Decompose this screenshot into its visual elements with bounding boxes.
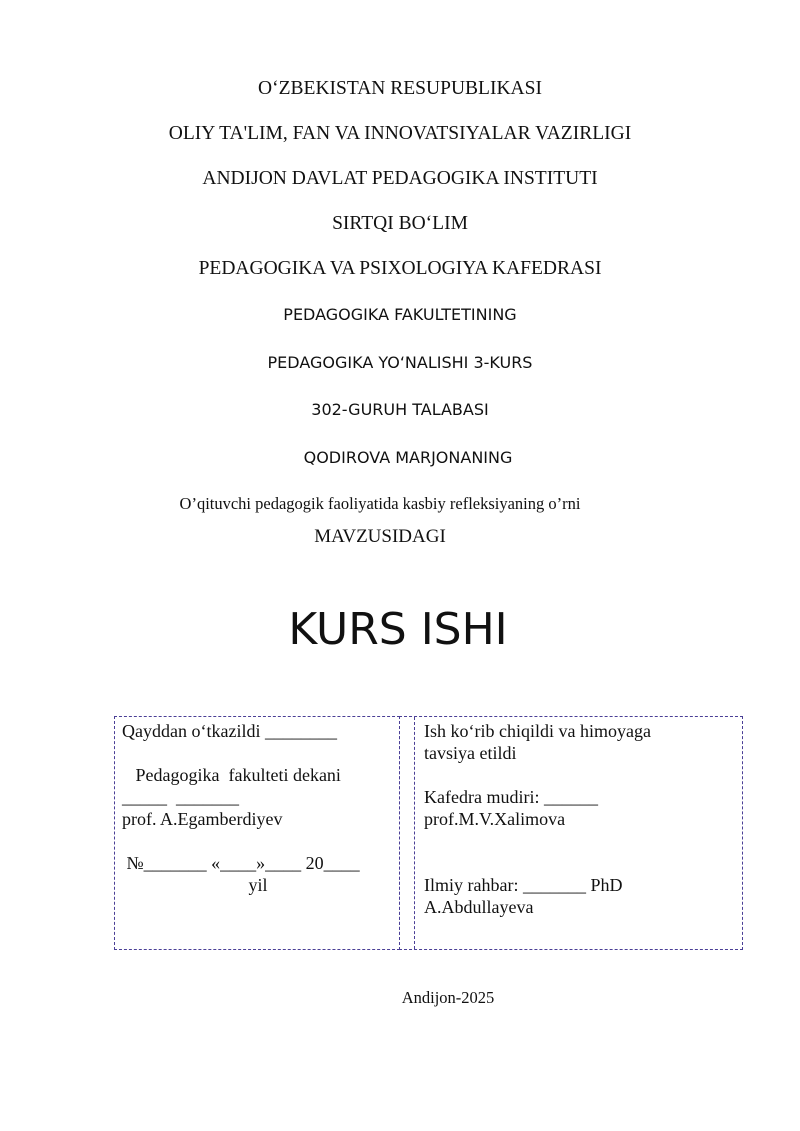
registration-number-line: №_______ «____»____ 20____	[122, 853, 360, 873]
year-word: yil	[248, 875, 268, 895]
group-line: 302-GURUH TALABASI	[311, 400, 489, 419]
institute-name: ANDIJON DAVLAT PEDAGOGIKA INSTITUTI	[202, 168, 598, 189]
chair-name: PEDAGOGIKA VA PSIXOLOGIYA KAFEDRASI	[198, 258, 602, 279]
topic-suffix: MAVZUSIDAGI	[314, 526, 446, 547]
faculty-line: PEDAGOGIKA FAKULTETINING	[283, 305, 517, 324]
dean-name: prof. A.Egamberdiyev	[122, 809, 283, 829]
reviewed-line-2: tavsiya etildi	[424, 743, 517, 763]
country-name: O‘ZBEKISTAN RESUPUBLIKASI	[258, 78, 542, 99]
document-title: KURS ISHI	[288, 604, 508, 655]
registration-box	[114, 716, 400, 950]
head-of-chair-name: prof.M.V.Xalimova	[424, 809, 566, 829]
department-section: SIRTQI BO‘LIM	[332, 213, 468, 234]
advisor-name: A.Abdullayeva	[424, 897, 534, 917]
review-box	[399, 716, 743, 950]
dean-role: Pedagogika fakulteti dekani	[122, 765, 341, 785]
reviewed-line-1: Ish ko‘rib chiqildi va himoyaga	[424, 721, 651, 741]
direction-line: PEDAGOGIKA YO‘NALISHI 3-KURS	[267, 353, 533, 372]
head-of-chair-label: Kafedra mudiri: ______	[424, 787, 598, 807]
inner-divider-line	[414, 717, 415, 949]
signature-blanks: _____ _______	[122, 787, 239, 807]
registered-line: Qayddan o‘tkazildi ________	[122, 721, 337, 741]
advisor-label: Ilmiy rahbar: _______ PhD	[424, 875, 623, 895]
ministry-name: OLIY TA'LIM, FAN VA INNOVATSIYALAR VAZIRLIGI	[168, 123, 632, 144]
student-name: QODIROVA MARJONANING	[303, 448, 513, 467]
topic-text: O’qituvchi pedagogik faoliyatida kasbiy refleksiyaning o’rni	[179, 494, 581, 513]
city-year: Andijon-2025	[401, 988, 495, 1007]
